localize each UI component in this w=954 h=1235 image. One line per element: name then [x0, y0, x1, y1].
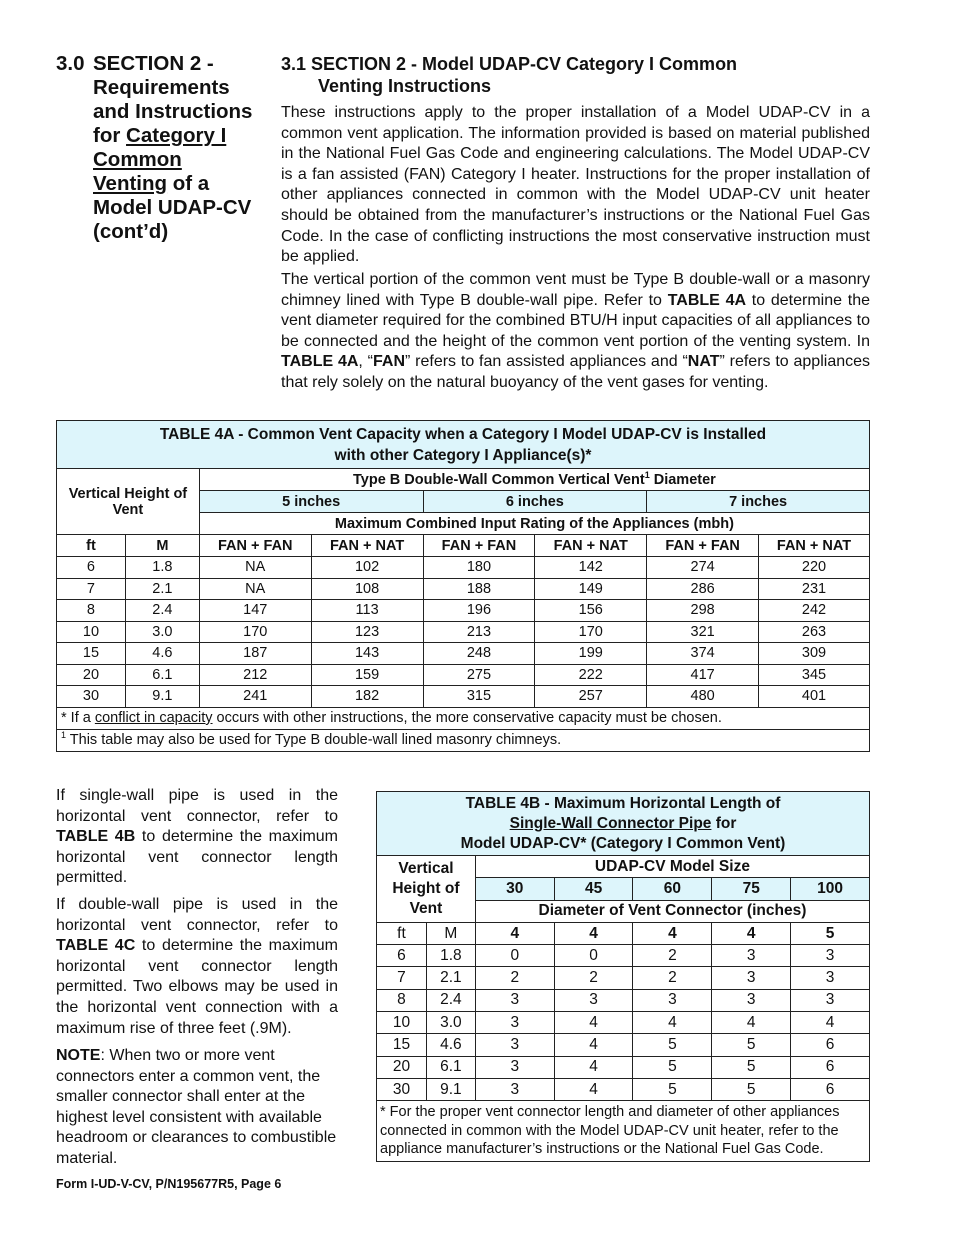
table-4a-note-2: $^1$ This table may also be used for Type B double-wall lined masonry chimneys. [57, 729, 870, 751]
table-cell: 1.8 [125, 557, 199, 579]
table-cell: 5 [712, 1078, 791, 1100]
table-row [377, 1034, 870, 1056]
table-cell: 6 [791, 1034, 870, 1056]
table-4b-model: 75 [712, 878, 791, 900]
table-4b-diameter: 5 [791, 922, 870, 944]
table-cell: 20 [57, 664, 126, 686]
table-cell: 8 [377, 989, 427, 1011]
table-4a-rating-header: Maximum Combined Input Rating of the Appliances (mbh) [199, 513, 869, 535]
table-4a-height-header: Vertical Height of Vent [57, 469, 200, 535]
table-cell: 248 [423, 643, 535, 665]
table-cell: 3 [475, 1012, 554, 1034]
table-4a-unit-m: M [125, 535, 199, 557]
table-cell: 242 [759, 600, 870, 622]
table-4b-note: * For the proper vent connector length and diameter of other appliances connected in common with the Model UDAP-CV unit heater, refer to the appliance manufacturer’s instructions or the National Fuel Gas Code. [377, 1101, 870, 1162]
table-cell: 4 [554, 1034, 633, 1056]
table-cell: 231 [759, 578, 870, 600]
table-cell: 5 [712, 1034, 791, 1056]
table-cell: 2 [475, 967, 554, 989]
table-cell: 7 [57, 578, 126, 600]
table-row [57, 621, 870, 643]
table-cell: 5 [712, 1056, 791, 1078]
table-4a-col-label: FAN + NAT [535, 535, 647, 557]
table-cell: 4 [554, 1056, 633, 1078]
table-4b-model: 100 [791, 878, 870, 900]
table-cell: 212 [199, 664, 311, 686]
table-4b-diameter-header: Diameter of Vent Connector (inches) [475, 900, 869, 922]
table-cell: 315 [423, 686, 535, 708]
table-cell: NA [199, 578, 311, 600]
table-cell: 0 [475, 945, 554, 967]
table-4a-body [57, 557, 870, 708]
table-cell: 275 [423, 664, 535, 686]
table-4b-model: 45 [554, 878, 633, 900]
table-4b-height-header: Vertical Height of Vent [377, 856, 476, 923]
vent-paragraph: The vertical portion of the common vent must be Type B double-wall or a masonry chimney lined with Type B double-wall pipe. Refer to TABLE 4A to determine the vent diameter required for the combined BTU/H input capacities of all appliances to be connected and the height of the common vent portion of the venting system. In TABLE 4A, “FAN” refers to fan assisted appliances and “NAT” refers to appliances that rely solely on the natural buoyancy of the vent gases for venting. [281, 271, 871, 391]
table-4a-size: 5 inches [199, 491, 423, 513]
table-cell: 147 [199, 600, 311, 622]
single-wall-paragraph: If single-wall pipe is used in the horizontal vent connector, refer to TABLE 4B to determine the maximum horizontal vent connector length permitted. [56, 787, 338, 887]
table-cell: 4 [633, 1012, 712, 1034]
table-cell: 3.0 [426, 1012, 475, 1034]
table-cell: 4.6 [426, 1034, 475, 1056]
table-cell: 298 [647, 600, 759, 622]
table-cell: 4 [554, 1012, 633, 1034]
table-4b-body [377, 945, 870, 1101]
table-4a-col-label: FAN + NAT [759, 535, 870, 557]
table-cell: 156 [535, 600, 647, 622]
table-cell: 142 [535, 557, 647, 579]
subsection-heading [281, 53, 881, 97]
table-cell: 4 [554, 1078, 633, 1100]
section-heading-pre: SECTION 2 - Requirements and Instructions for [93, 52, 253, 147]
table-cell: 5 [633, 1078, 712, 1100]
table-cell: 1.8 [426, 945, 475, 967]
section-heading [56, 52, 256, 244]
table-cell: 263 [759, 621, 870, 643]
table-cell: 9.1 [426, 1078, 475, 1100]
table-cell: 2.1 [426, 967, 475, 989]
table-cell: 2 [554, 967, 633, 989]
table-row [377, 945, 870, 967]
table-4b-diameter: 4 [475, 922, 554, 944]
table-row [57, 664, 870, 686]
page-footer: Form I-UD-V-CV, P/N195677R5, Page 6 [56, 1177, 282, 1191]
table-4a-title: TABLE 4A - Common Vent Capacity when a Category I Model UDAP-CV is Installed with other Category I Appliance(s)* [57, 421, 870, 469]
table-cell: 2 [633, 967, 712, 989]
table-cell: 3 [475, 1034, 554, 1056]
table-4b-model: 30 [475, 878, 554, 900]
table-cell: 143 [311, 643, 423, 665]
table-cell: 113 [311, 600, 423, 622]
table-cell: 374 [647, 643, 759, 665]
table-row [377, 1012, 870, 1034]
table-cell: 6 [57, 557, 126, 579]
table-cell: 149 [535, 578, 647, 600]
table-4a-diameter-header: Type B Double-Wall Common Vertical Vent$^1$ Diameter [199, 469, 869, 491]
table-cell: 7 [377, 967, 427, 989]
table-cell: 188 [423, 578, 535, 600]
table-row [57, 686, 870, 708]
table-cell: 3 [633, 989, 712, 1011]
table-cell: 180 [423, 557, 535, 579]
table-cell: 123 [311, 621, 423, 643]
table-cell: 199 [535, 643, 647, 665]
section-heading-post: of a Model UDAP-CV (cont’d) [93, 172, 252, 243]
table-cell: 401 [759, 686, 870, 708]
table-cell: 182 [311, 686, 423, 708]
table-cell: 480 [647, 686, 759, 708]
section-number: 3.0 [56, 52, 85, 75]
table-cell: 6.1 [426, 1056, 475, 1078]
table-cell: 5 [633, 1034, 712, 1056]
table-cell: 5 [633, 1056, 712, 1078]
table-4a-note-1: * If a conflict in capacity occurs with other instructions, the more conservative capacity must be chosen. [57, 707, 870, 729]
table-cell: 2.4 [125, 600, 199, 622]
table-cell: 2.1 [125, 578, 199, 600]
table-cell: 3 [791, 989, 870, 1011]
table-4a-size: 6 inches [423, 491, 647, 513]
table-cell: 170 [535, 621, 647, 643]
table-cell: 3 [475, 1078, 554, 1100]
table-cell: 4 [712, 1012, 791, 1034]
table-cell: 6 [791, 1078, 870, 1100]
table-cell: 187 [199, 643, 311, 665]
table-cell: 321 [647, 621, 759, 643]
table-cell: 159 [311, 664, 423, 686]
table-cell: 222 [535, 664, 647, 686]
table-cell: 2.4 [426, 989, 475, 1011]
table-cell: 8 [57, 600, 126, 622]
section-heading-underlined: Category I Common Venting [93, 124, 227, 195]
intro-paragraph: These instructions apply to the proper installation of a Model UDAP-CV in a common vent application. The information provided is based on material published in the National Fuel Gas Code and engineering calculations. The Model UDAP-CV is a fan assisted (FAN) Category I heater. Instructions for the proper installation of other appliances connected in common with the Model UDAP-CV unit heater should be obtained from the manufacturer’s instructions or the National Fuel Gas Code. In the case of conflicting instructions the most conservative instruction must be applied. [281, 104, 870, 266]
table-4b-diameter: 4 [554, 922, 633, 944]
table-4a-unit-ft: ft [57, 535, 126, 557]
table-cell: 10 [57, 621, 126, 643]
table-cell: 286 [647, 578, 759, 600]
subsection-heading-line1: 3.1 SECTION 2 - Model UDAP-CV Category I Common [281, 54, 738, 74]
table-cell: 2 [633, 945, 712, 967]
table-4a-col-label: FAN + FAN [647, 535, 759, 557]
table-cell: 309 [759, 643, 870, 665]
table-cell: 15 [377, 1034, 427, 1056]
table-cell: 4 [791, 1012, 870, 1034]
table-cell: 213 [423, 621, 535, 643]
table-cell: 3 [475, 989, 554, 1011]
double-wall-paragraph: If double-wall pipe is used in the horizontal vent connector, refer to TABLE 4C to determine the maximum horizontal vent connector length permitted. Two elbows may be used in the horizontal vent connection with a maximum rise of three feet (.9M). [56, 896, 338, 1037]
table-cell: 3 [791, 945, 870, 967]
table-cell: 108 [311, 578, 423, 600]
table-cell: 0 [554, 945, 633, 967]
table-row [377, 1056, 870, 1078]
table-row [377, 1078, 870, 1100]
table-cell: 6 [791, 1056, 870, 1078]
table-4a [56, 420, 870, 752]
table-cell: 15 [57, 643, 126, 665]
table-cell: 20 [377, 1056, 427, 1078]
table-cell: 3 [791, 967, 870, 989]
table-cell: NA [199, 557, 311, 579]
table-cell: 3 [475, 1056, 554, 1078]
table-row [377, 989, 870, 1011]
table-cell: 102 [311, 557, 423, 579]
table-cell: 10 [377, 1012, 427, 1034]
table-4b [376, 791, 870, 1162]
table-cell: 345 [759, 664, 870, 686]
table-cell: 196 [423, 600, 535, 622]
note-paragraph: NOTE: When two or more vent connectors enter a common vent, the smaller connector shall enter at the highest level consistent with available headroom or clearances to combustible material. [56, 1047, 337, 1167]
table-row [57, 643, 870, 665]
table-cell: 241 [199, 686, 311, 708]
table-4b-diameter: 4 [712, 922, 791, 944]
table-cell: 274 [647, 557, 759, 579]
table-cell: 6 [377, 945, 427, 967]
table-cell: 220 [759, 557, 870, 579]
table-cell: 30 [57, 686, 126, 708]
table-row [57, 600, 870, 622]
table-cell: 9.1 [125, 686, 199, 708]
table-cell: 257 [535, 686, 647, 708]
table-cell: 170 [199, 621, 311, 643]
table-cell: 4.6 [125, 643, 199, 665]
table-4b-model-header: UDAP-CV Model Size [475, 856, 869, 878]
table-4b-unit-m: M [426, 922, 475, 944]
table-cell: 3 [712, 989, 791, 1011]
table-cell: 3 [712, 945, 791, 967]
table-cell: 3 [712, 967, 791, 989]
table-row [57, 578, 870, 600]
table-4a-col-label: FAN + NAT [311, 535, 423, 557]
table-row [377, 967, 870, 989]
table-4a-size: 7 inches [647, 491, 870, 513]
table-cell: 6.1 [125, 664, 199, 686]
table-cell: 417 [647, 664, 759, 686]
subsection-heading-line2: Venting Instructions [318, 76, 492, 96]
table-cell: 3.0 [125, 621, 199, 643]
table-4b-model: 60 [633, 878, 712, 900]
table-4a-col-label: FAN + FAN [199, 535, 311, 557]
table-row [57, 557, 870, 579]
table-cell: 3 [554, 989, 633, 1011]
table-4b-diameter: 4 [633, 922, 712, 944]
table-4b-title: TABLE 4B - Maximum Horizontal Length of Single-Wall Connector Pipe for Model UDAP-CV* (Category I Common Vent) [377, 792, 870, 856]
table-4b-unit-ft: ft [377, 922, 427, 944]
table-cell: 30 [377, 1078, 427, 1100]
table-4a-col-label: FAN + FAN [423, 535, 535, 557]
